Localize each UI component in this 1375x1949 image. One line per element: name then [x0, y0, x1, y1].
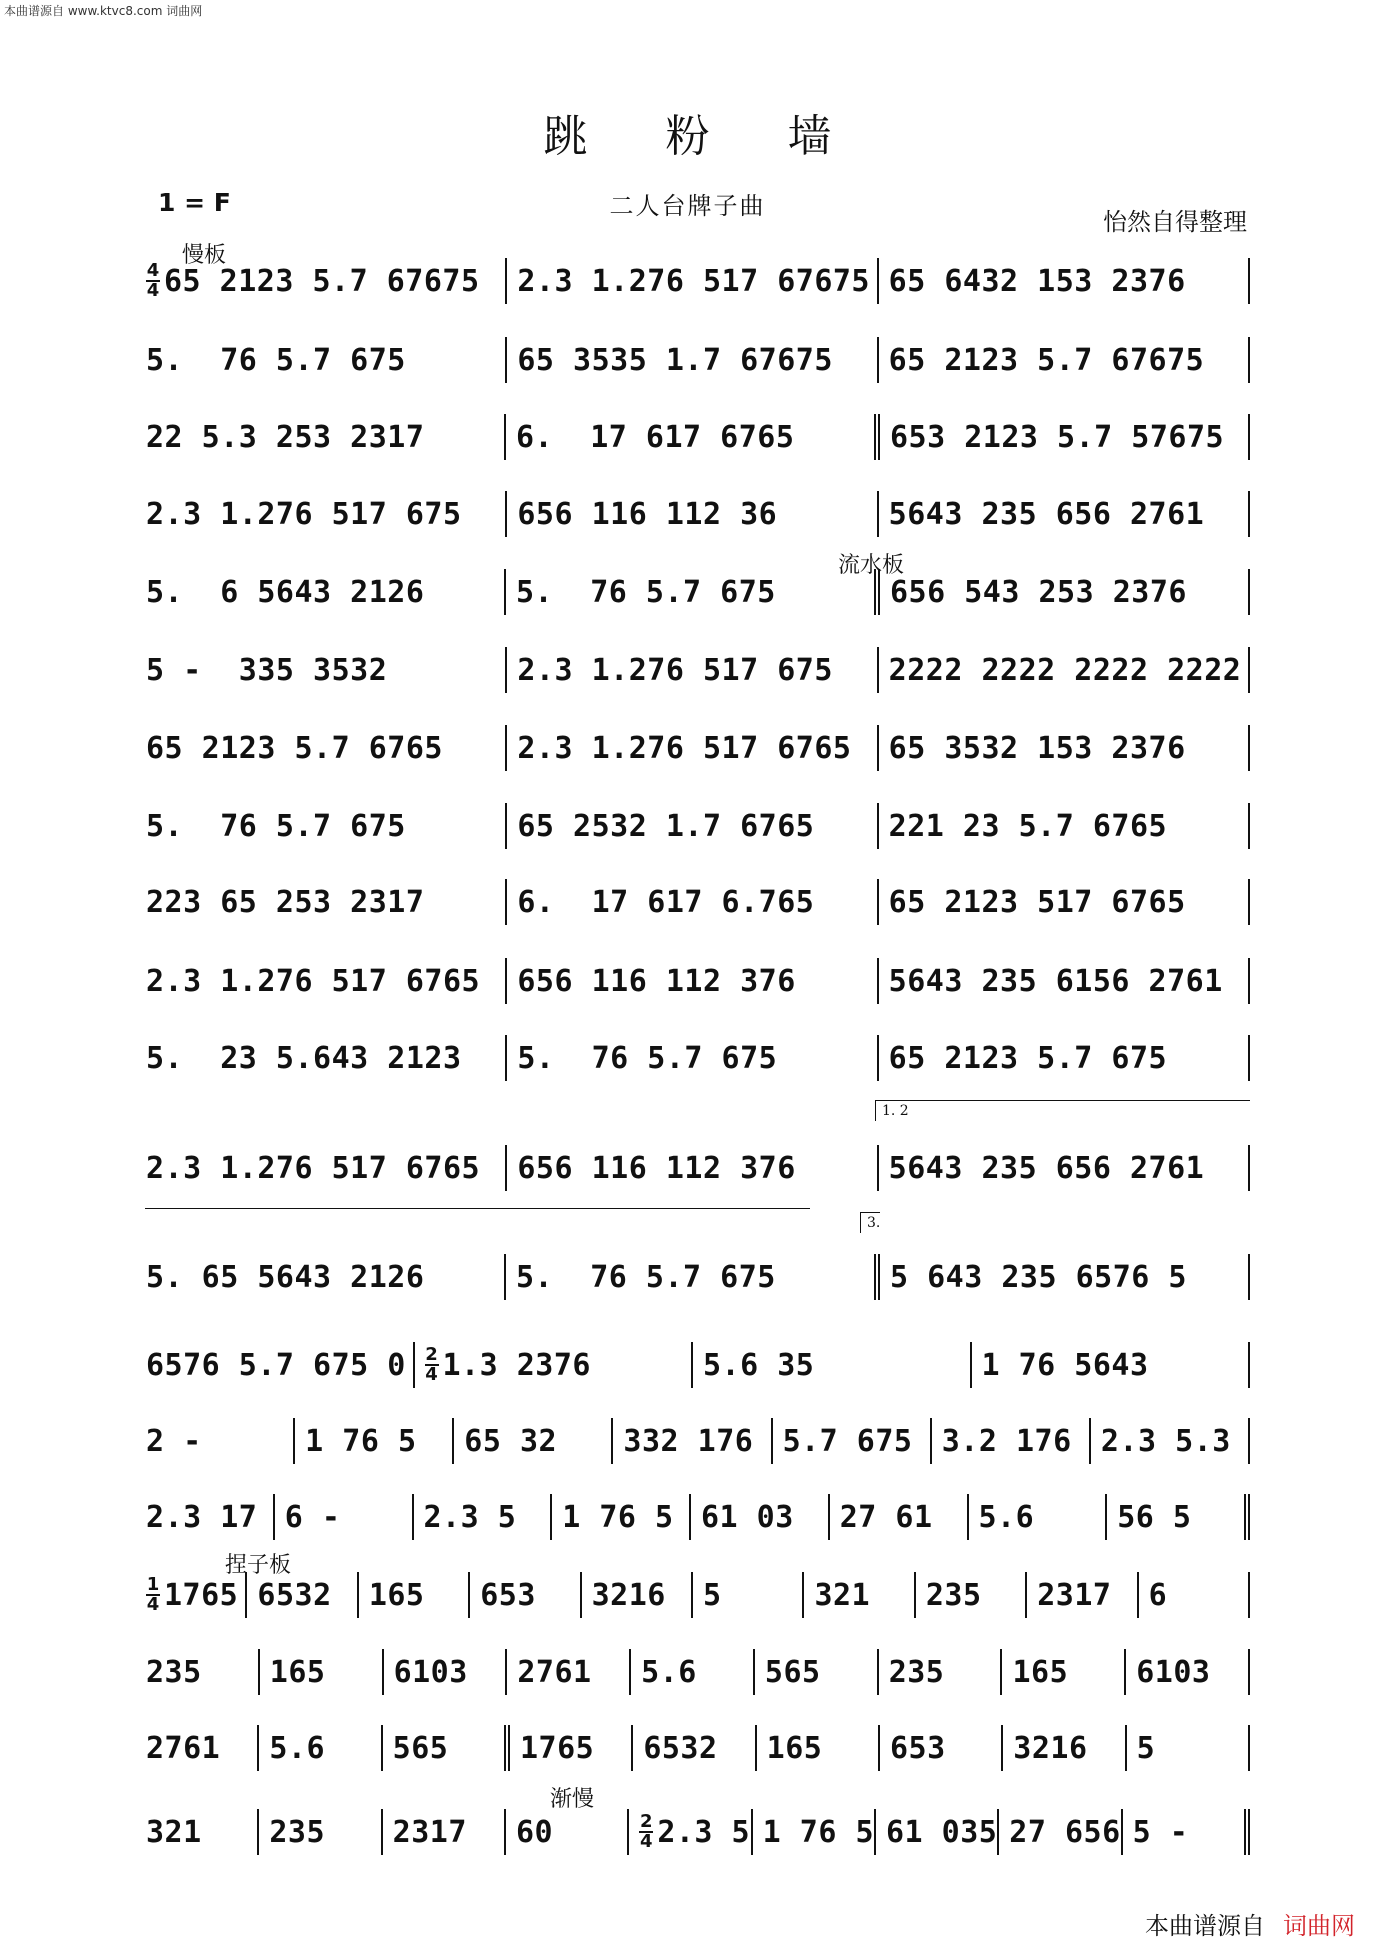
- measure: [1123, 1809, 1250, 1855]
- measure: [275, 1494, 414, 1540]
- measure-notes: 5. 65 5643 2126: [146, 1259, 425, 1295]
- source-banner: 本曲谱源自 www.ktvc8.com 词曲网: [4, 4, 203, 18]
- measure-notes: 656 116 112 376: [517, 963, 796, 999]
- measure: [140, 491, 507, 537]
- measure: [507, 958, 878, 1004]
- measure-notes: 1.3 2376: [442, 1347, 591, 1383]
- measure: [506, 569, 880, 615]
- measure-notes: 5 643 235 6576 5: [890, 1259, 1187, 1295]
- measure: [295, 1418, 454, 1464]
- measure: [507, 491, 878, 537]
- measure-notes: 27 656: [1009, 1814, 1121, 1850]
- tempo-marking-niezi: 捏子板: [225, 1553, 292, 1578]
- measure: [140, 803, 507, 849]
- measure: [454, 1418, 613, 1464]
- measure-notes: 653: [889, 1730, 946, 1766]
- measure: [510, 1725, 633, 1771]
- measure-notes: 2.3 1.276 517 6765: [517, 730, 852, 766]
- measure-notes: 2317: [1037, 1577, 1112, 1613]
- time-signature-numerator: 2: [425, 1344, 438, 1365]
- tempo-marking-manban: 慢板: [182, 243, 227, 268]
- measure: [140, 1035, 507, 1081]
- measure-notes: 6576 5.7 675 0: [146, 1347, 406, 1383]
- measure-notes: 3216: [591, 1577, 666, 1613]
- measure: [140, 1342, 415, 1388]
- measure-notes: 5 -: [1132, 1814, 1189, 1850]
- measure-notes: 165: [368, 1577, 425, 1613]
- score-line: [140, 1649, 1250, 1695]
- score-line: [140, 725, 1250, 771]
- measure-notes: 221 23 5.7 6765: [888, 808, 1168, 844]
- measure-notes: 6: [1148, 1577, 1168, 1613]
- measure: [932, 1418, 1091, 1464]
- measure-notes: 332 176: [623, 1423, 754, 1459]
- measure: [879, 958, 1250, 1004]
- measure-notes: 22 5.3 253 2317: [146, 419, 425, 455]
- measure-notes: 6532: [643, 1730, 718, 1766]
- measure: [880, 569, 1250, 615]
- footer-credit: [1145, 1906, 1355, 1941]
- score-line: [140, 1418, 1250, 1464]
- measure-notes: 60: [515, 1814, 554, 1850]
- measure: [629, 1809, 752, 1855]
- measure: [916, 1572, 1027, 1618]
- score-line: [140, 803, 1250, 849]
- score-line: [140, 1494, 1250, 1540]
- measure-notes: 2.3 5: [423, 1499, 517, 1535]
- time-signature-denominator: 4: [425, 1364, 438, 1385]
- measure: [879, 1035, 1250, 1081]
- score-title: 跳粉墙: [543, 111, 910, 162]
- measure: [383, 1725, 510, 1771]
- measure: [880, 414, 1250, 460]
- measure: [691, 1494, 830, 1540]
- measure-notes: 65 2532 1.7 6765: [517, 808, 815, 844]
- measure-notes: 2.3 5.3: [1100, 1423, 1231, 1459]
- measure: [507, 1035, 878, 1081]
- measure: [470, 1572, 581, 1618]
- score-line: [140, 879, 1250, 925]
- measure: [140, 879, 507, 925]
- measure: [582, 1572, 693, 1618]
- measure-notes: 1 76 5643: [981, 1347, 1149, 1383]
- measure-notes: 65 2123 5.7 6765: [146, 730, 443, 766]
- time-signature: [639, 1813, 653, 1851]
- measure: [140, 958, 507, 1004]
- volta-bracket-1-2: [875, 1100, 1250, 1101]
- measure: [384, 1649, 508, 1695]
- measure: [259, 1809, 382, 1855]
- measure: [969, 1494, 1108, 1540]
- measure: [507, 879, 878, 925]
- measure-notes: 6103: [393, 1654, 468, 1690]
- measure: [260, 1649, 384, 1695]
- measure-notes: 165: [766, 1730, 823, 1766]
- score-line: [140, 1809, 1250, 1855]
- measure: [140, 1145, 507, 1191]
- score-line: [140, 414, 1250, 460]
- measure-notes: 6532: [257, 1577, 332, 1613]
- measure-notes: 65 2123 5.7 675: [888, 1040, 1168, 1076]
- measure: [880, 1725, 1003, 1771]
- measure: [506, 414, 880, 460]
- measure: [415, 1342, 694, 1388]
- measure-notes: 5: [703, 1577, 722, 1613]
- measure-notes: 235: [888, 1654, 945, 1690]
- measure: [755, 1649, 879, 1695]
- measure-notes: 2.3 5: [657, 1814, 751, 1850]
- measure-notes: 27 61: [839, 1499, 933, 1535]
- measure: [140, 1572, 247, 1618]
- measure: [140, 1725, 259, 1771]
- measure-notes: 2761: [146, 1730, 221, 1766]
- time-signature-numerator: 1: [146, 1574, 160, 1595]
- measure-notes: 2222 2222 2222 2222: [888, 652, 1242, 688]
- measure-notes: 653 2123 5.7 57675: [890, 419, 1225, 455]
- measure: [140, 1418, 295, 1464]
- score-line: [140, 569, 1250, 615]
- measure: [613, 1418, 772, 1464]
- measure-notes: 6. 17 617 6.765: [517, 884, 815, 920]
- measure: [507, 337, 878, 383]
- time-signature-denominator: 4: [640, 1831, 653, 1852]
- measure: [879, 1649, 1003, 1695]
- measure: [879, 803, 1250, 849]
- measure-notes: 1 76 5: [562, 1499, 674, 1535]
- measure-notes: 65 3535 1.7 67675: [517, 342, 833, 378]
- measure-notes: 56 5: [1117, 1499, 1192, 1535]
- measure-notes: 6103: [1136, 1654, 1211, 1690]
- footer-source: 本曲谱源自: [1145, 1912, 1265, 1940]
- measure-notes: 5. 76 5.7 675: [146, 342, 406, 378]
- measure-notes: 1765: [164, 1577, 239, 1613]
- measure-notes: 5: [1136, 1730, 1156, 1766]
- score-line: [140, 958, 1250, 1004]
- measure: [879, 1145, 1250, 1191]
- measure: [140, 258, 507, 304]
- measure-notes: 321: [146, 1814, 202, 1850]
- measure-notes: 3.2 176: [941, 1423, 1072, 1459]
- measure: [140, 1254, 506, 1300]
- measure: [140, 569, 506, 615]
- score-line: [140, 647, 1250, 693]
- measure: [753, 1809, 876, 1855]
- measure-notes: 2317: [392, 1814, 467, 1850]
- measure: [1126, 1649, 1250, 1695]
- measure: [140, 647, 507, 693]
- measure-notes: 65 2123 5.7 67675: [164, 263, 480, 299]
- measure: [140, 1649, 260, 1695]
- measure: [631, 1649, 755, 1695]
- measure-notes: 6 -: [284, 1499, 341, 1535]
- measure: [879, 647, 1250, 693]
- measure-notes: 2 -: [146, 1423, 202, 1459]
- measure-notes: 5.6 35: [703, 1347, 815, 1383]
- measure: [879, 258, 1250, 304]
- measure-notes: 2.3 17: [146, 1499, 258, 1535]
- arranger-credit: 怡然自得整理: [1103, 208, 1247, 236]
- measure-notes: 5643 235 656 2761: [888, 496, 1205, 532]
- measure-notes: 656 116 112 376: [517, 1150, 796, 1186]
- tempo-marking-liushuiban: 流水板: [838, 553, 905, 578]
- measure-notes: 65 2123 5.7 67675: [888, 342, 1205, 378]
- measure: [1002, 1649, 1126, 1695]
- measure: [1107, 1494, 1250, 1540]
- measure: [1127, 1725, 1250, 1771]
- measure: [879, 725, 1250, 771]
- measure: [633, 1725, 756, 1771]
- volta-ending-1-2: 1. 2: [875, 1100, 909, 1121]
- measure-notes: 65 6432 153 2376: [888, 263, 1186, 299]
- measure: [259, 1725, 382, 1771]
- measure: [140, 1809, 259, 1855]
- measure-notes: 565: [764, 1654, 821, 1690]
- measure: [247, 1572, 358, 1618]
- measure-notes: 656 116 112 36: [517, 496, 778, 532]
- measure: [693, 1572, 804, 1618]
- measure: [879, 491, 1250, 537]
- score-line: [140, 1725, 1250, 1771]
- measure-notes: 2.3 1.276 517 67675: [517, 263, 870, 299]
- measure-notes: 5.7 675: [782, 1423, 913, 1459]
- measure-notes: 65 2123 517 6765: [888, 884, 1186, 920]
- measure: [1091, 1418, 1250, 1464]
- measure-notes: 61 035: [885, 1814, 998, 1850]
- volta-ending-3: 3.: [860, 1212, 880, 1233]
- measure: [880, 1254, 1250, 1300]
- volta-bracket-upper: [145, 1208, 810, 1209]
- measure-notes: 235: [269, 1814, 326, 1850]
- measure: [507, 647, 878, 693]
- measure-notes: 2761: [517, 1654, 592, 1690]
- time-signature-denominator: 4: [146, 280, 160, 301]
- measure: [773, 1418, 932, 1464]
- measure: [507, 725, 878, 771]
- time-signature-denominator: 4: [146, 1594, 160, 1615]
- measure-notes: 2.3 1.276 517 6765: [146, 963, 481, 999]
- score-line: [140, 1342, 1250, 1388]
- measure: [830, 1494, 969, 1540]
- measure-notes: 235: [925, 1577, 982, 1613]
- measure-notes: 165: [1012, 1654, 1069, 1690]
- measure-notes: 5.6: [978, 1499, 1035, 1535]
- measure: [140, 1494, 275, 1540]
- score-line: [140, 1145, 1250, 1191]
- time-signature: [425, 1346, 439, 1384]
- measure-notes: 5. 6 5643 2126: [146, 574, 425, 610]
- measure-notes: 2.3 1.276 517 675: [517, 652, 833, 688]
- measure: [507, 803, 878, 849]
- measure-notes: 5. 23 5.643 2123: [146, 1040, 462, 1076]
- measure-notes: 653: [480, 1577, 536, 1613]
- measure: [507, 1649, 631, 1695]
- measure-notes: 565: [392, 1730, 449, 1766]
- tempo-marking-jianman: 渐慢: [550, 1787, 595, 1812]
- measure-notes: 235: [146, 1654, 202, 1690]
- score-line: [140, 491, 1250, 537]
- measure-notes: 65 32: [464, 1423, 558, 1459]
- measure: [552, 1494, 691, 1540]
- measure-notes: 5.6: [269, 1730, 326, 1766]
- measure-notes: 6. 17 617 6765: [516, 419, 795, 455]
- measure-notes: 5 - 335 3532: [146, 652, 388, 688]
- measure: [876, 1809, 999, 1855]
- measure-notes: 1 76 5: [762, 1814, 875, 1850]
- time-signature: [146, 262, 160, 300]
- measure: [506, 1809, 629, 1855]
- time-signature-numerator: 4: [146, 260, 160, 281]
- score-line: [140, 1572, 1250, 1618]
- measure: [507, 258, 878, 304]
- measure-notes: 5. 76 5.7 675: [516, 574, 776, 610]
- measure-notes: 1765: [519, 1730, 595, 1766]
- measure: [507, 1145, 878, 1191]
- measure-notes: 1 76 5: [305, 1423, 417, 1459]
- measure-notes: 656 543 253 2376: [890, 574, 1187, 610]
- measure-notes: 5. 76 5.7 675: [517, 1040, 778, 1076]
- measure: [879, 337, 1250, 383]
- measure-notes: 65 3532 153 2376: [888, 730, 1186, 766]
- measure: [140, 725, 507, 771]
- measure-notes: 5.6: [641, 1654, 697, 1690]
- footer-brand: 词曲网: [1283, 1912, 1355, 1940]
- measure: [383, 1809, 506, 1855]
- measure-notes: 5. 76 5.7 675: [516, 1259, 776, 1295]
- measure: [757, 1725, 880, 1771]
- measure: [414, 1494, 553, 1540]
- measure: [1027, 1572, 1138, 1618]
- measure: [693, 1342, 972, 1388]
- measure: [359, 1572, 470, 1618]
- measure: [140, 414, 506, 460]
- measure: [1003, 1725, 1126, 1771]
- measure: [804, 1572, 915, 1618]
- time-signature-numerator: 2: [640, 1811, 653, 1832]
- measure: [140, 337, 507, 383]
- key-signature: 1 = F: [158, 188, 231, 217]
- measure-notes: 5. 76 5.7 675: [146, 808, 406, 844]
- measure-notes: 223 65 253 2317: [146, 884, 425, 920]
- score-line: [140, 1254, 1250, 1300]
- score-line: [140, 337, 1250, 383]
- measure: [1139, 1572, 1250, 1618]
- time-signature: [146, 1576, 160, 1614]
- measure: [972, 1342, 1251, 1388]
- measure-notes: 61 03: [701, 1499, 794, 1535]
- measure-notes: 165: [269, 1654, 326, 1690]
- measure-notes: 2.3 1.276 517 675: [146, 496, 462, 532]
- measure-notes: 5643 235 656 2761: [888, 1150, 1205, 1186]
- measure-notes: 3216: [1013, 1730, 1088, 1766]
- score-line: [140, 1035, 1250, 1081]
- score-line: [140, 258, 1250, 304]
- measure-notes: 321: [814, 1577, 871, 1613]
- measure-notes: 2.3 1.276 517 6765: [146, 1150, 481, 1186]
- measure: [879, 879, 1250, 925]
- measure: [506, 1254, 880, 1300]
- measure: [999, 1809, 1122, 1855]
- measure-notes: 5643 235 6156 2761: [888, 963, 1223, 999]
- score-subtitle: 二人台牌子曲: [609, 192, 766, 220]
